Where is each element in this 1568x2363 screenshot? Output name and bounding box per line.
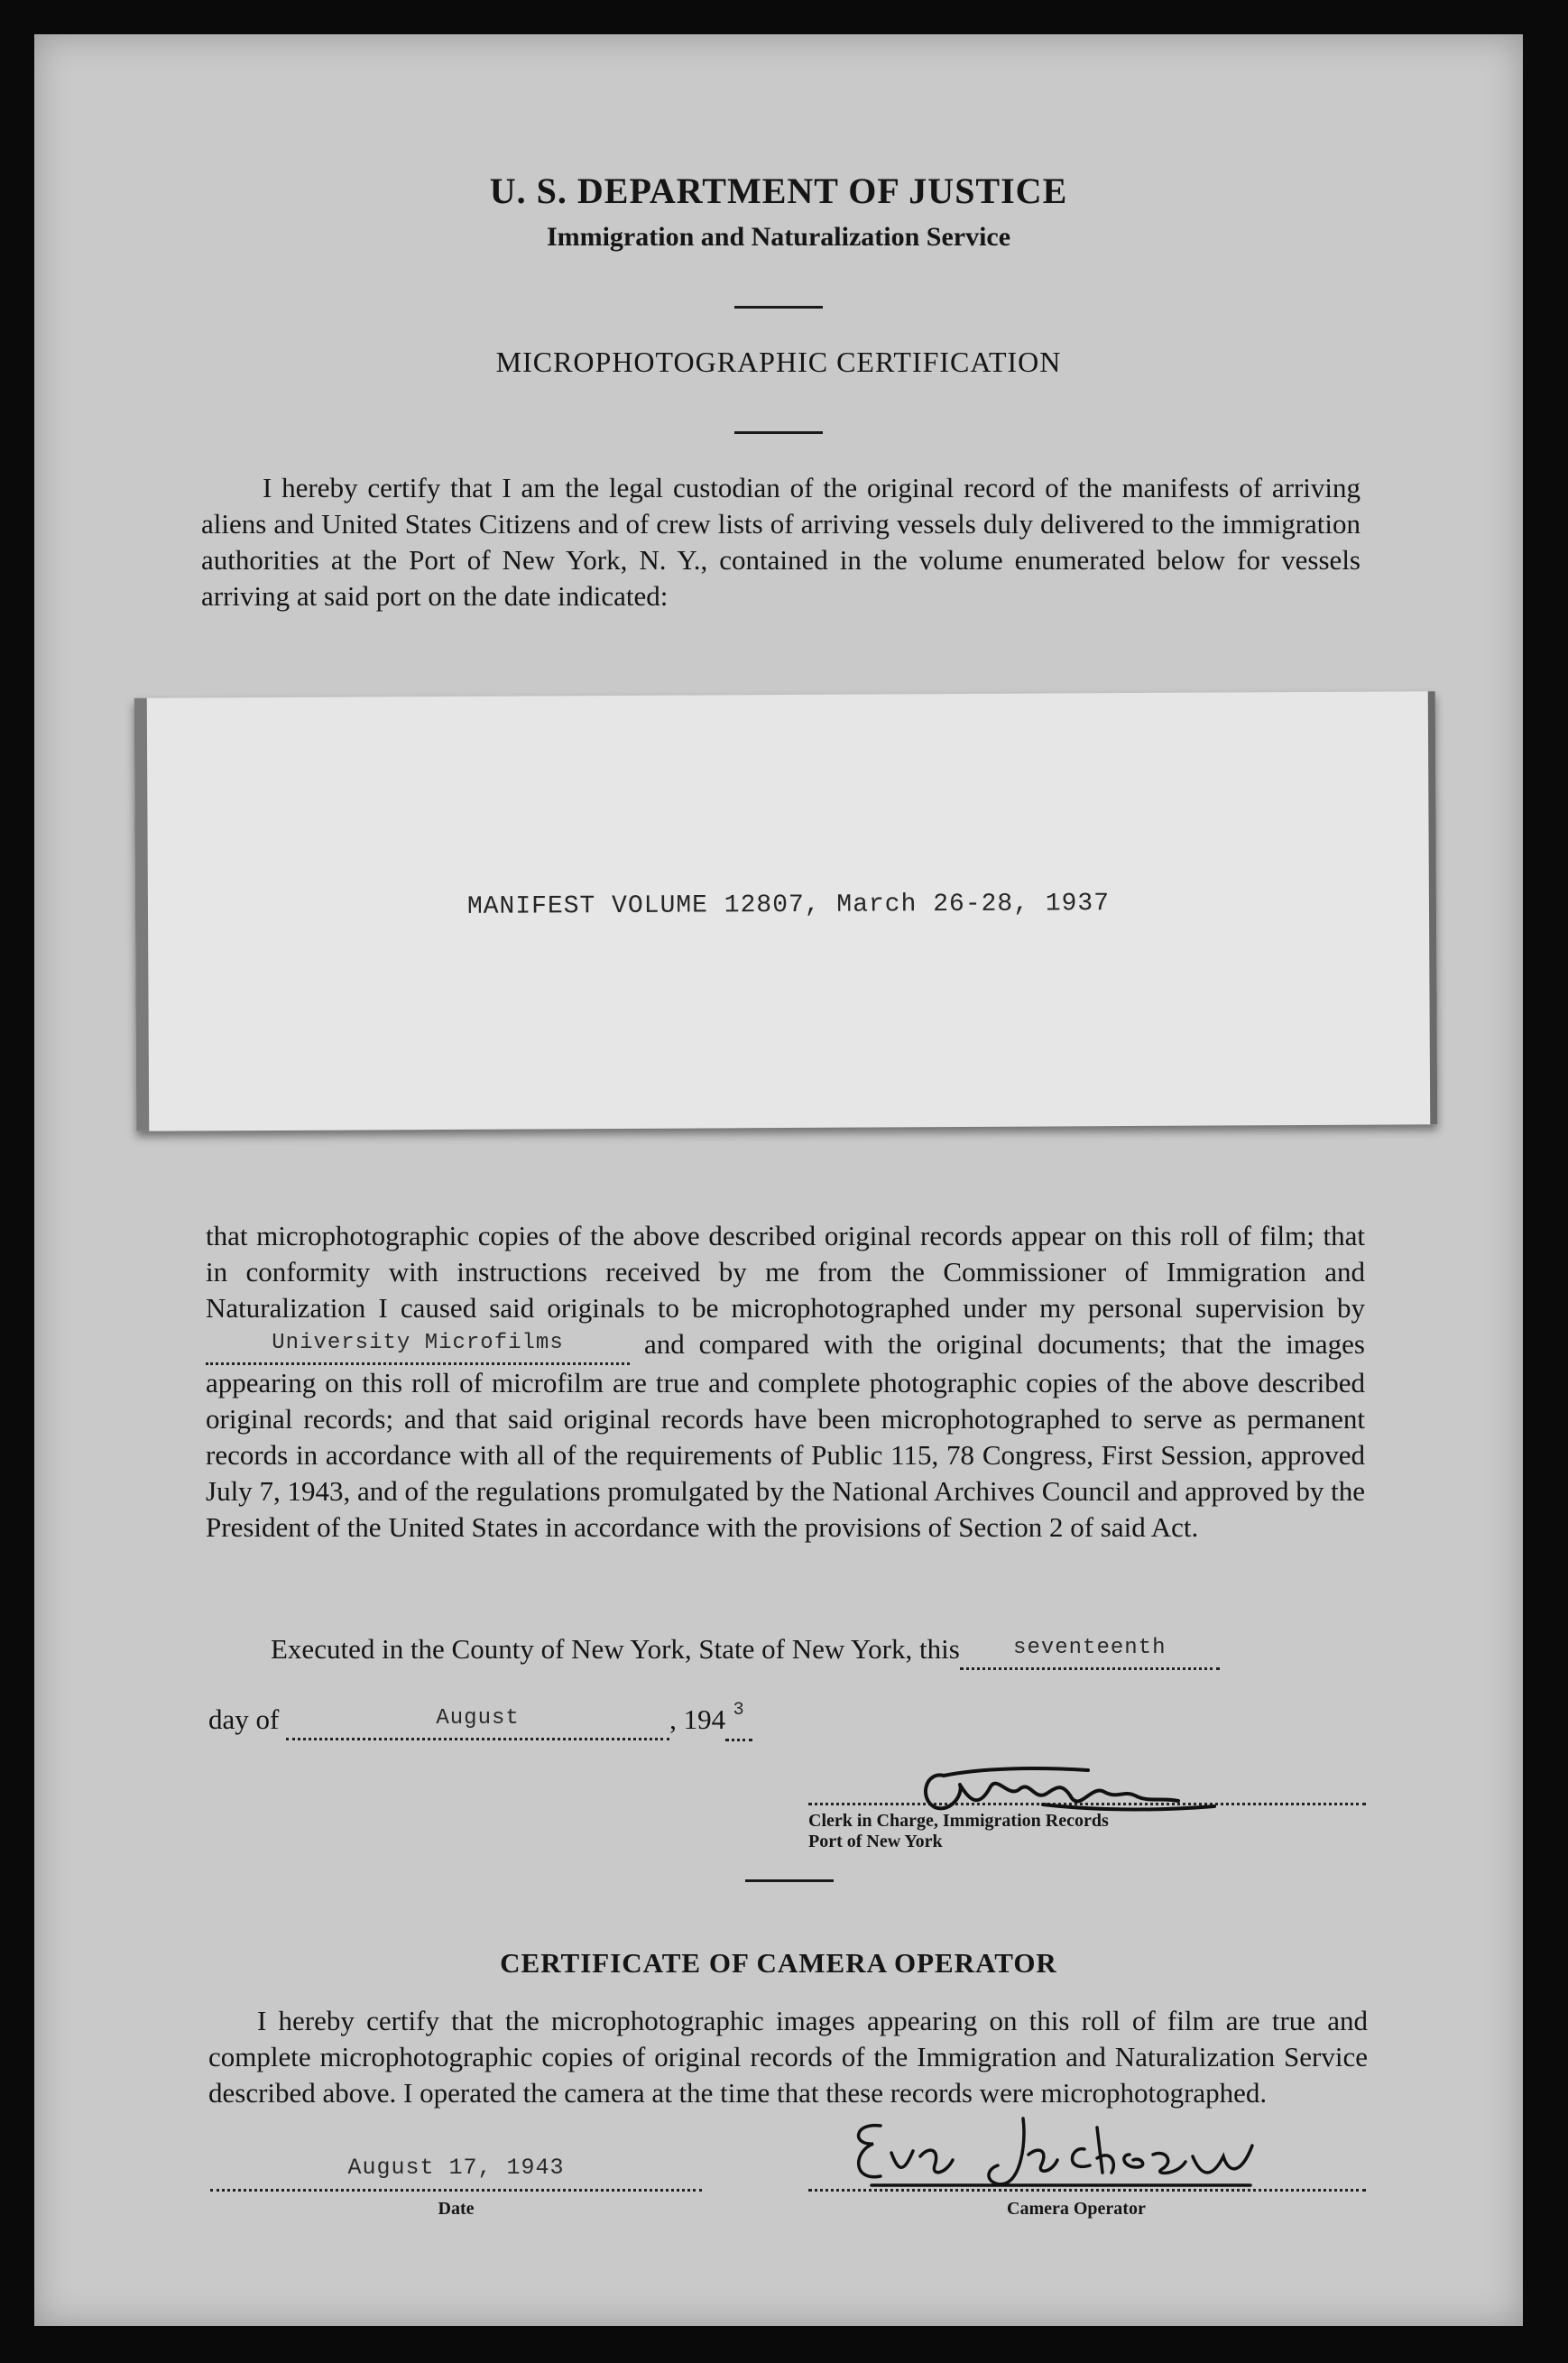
divider: [745, 1879, 834, 1882]
day-value: seventeenth: [1013, 1636, 1167, 1660]
camera-operator-paragraph: I hereby certify that the microphotographic images appearing on this roll of film are true and complete microphotographic copies of original records of the Immigration and Naturalization Service described above. I operated the camera at the time that these records were microphotographed.: [208, 2005, 1368, 2109]
operator-signature: [826, 2109, 1296, 2191]
clerk-signature-line: [808, 1758, 1366, 1805]
photographed-by-value: University Microfilms: [272, 1331, 564, 1355]
manifest-volume-slip: [134, 691, 1437, 1131]
month-value: August: [436, 1706, 520, 1731]
certification-body: [206, 1218, 1365, 1546]
clerk-signature-block: [808, 1758, 1366, 1852]
clerk-signature: [908, 1758, 1232, 1821]
divider: [734, 431, 823, 434]
operator-signature-line: [808, 2142, 1366, 2192]
executed-text: Executed in the County of New York, State of New York, this: [271, 1633, 960, 1665]
clerk-title: Clerk in Charge, Immigration Records: [808, 1811, 1109, 1831]
operator-date-line: [210, 2153, 702, 2192]
year-digit: 3: [733, 1700, 745, 1721]
camera-operator-heading: CERTIFICATE OF CAMERA OPERATOR: [500, 1947, 1057, 1979]
department-title: U. S. DEPARTMENT OF JUSTICE: [489, 171, 1068, 211]
day-of-line: [208, 1700, 752, 1741]
day-of-label: day of: [208, 1703, 280, 1735]
operator-date-value: August 17, 1943: [347, 2155, 565, 2181]
photographed-by-field: [206, 1331, 630, 1365]
service-subtitle: Immigration and Naturalization Service: [546, 222, 1011, 252]
operator-date-block: [210, 2153, 702, 2220]
body-text-after: and compared with the original documents; that the images appearing on this roll of microfilm are true and complete photographic copies of the above described original records; and that said original records have been microphotographed to serve as permanent records in accordance with all of the requirements of Public 115, 78 Congress, First Session, approved July 7, 1943, and of the regulations promulgated by the National Archives Council and approved by the President of the United States in accordance with the provisions of Section 2 of said Act.: [206, 1328, 1366, 1543]
year-field: [725, 1700, 752, 1741]
body-text-before: that microphotographic copies of the above described original records appear on this roll of film; that in conformity with instructions received by me from the Commissioner of Immigration and Naturalization I caused said originals to be microphotographed under my personal supervision by: [206, 1220, 1365, 1324]
clerk-port: Port of New York: [808, 1832, 943, 1851]
manifest-volume: MANIFEST VOLUME 12807, March 26-28, 1937: [466, 890, 1111, 921]
year-prefix: , 194: [669, 1703, 726, 1735]
executed-line: [271, 1633, 1220, 1670]
camera-operator-label: Camera Operator: [1007, 2199, 1146, 2219]
certificate-page: [34, 34, 1523, 2326]
certification-heading: MICROPHOTOGRAPHIC CERTIFICATION: [495, 346, 1062, 378]
divider: [734, 306, 823, 309]
day-field: [960, 1636, 1220, 1670]
intro-paragraph: I hereby certify that I am the legal custodian of the original record of the manifests of arriving aliens and United States Citizens and of crew lists of arriving vessels duly delivered to the immigration authorities at the Port of New York, N. Y., contained in the volume enumerated below for vessels arriving at said port on the date indicated:: [201, 472, 1360, 612]
month-field: [286, 1706, 669, 1740]
date-label: Date: [438, 2199, 475, 2219]
operator-signature-block: [808, 2142, 1366, 2220]
